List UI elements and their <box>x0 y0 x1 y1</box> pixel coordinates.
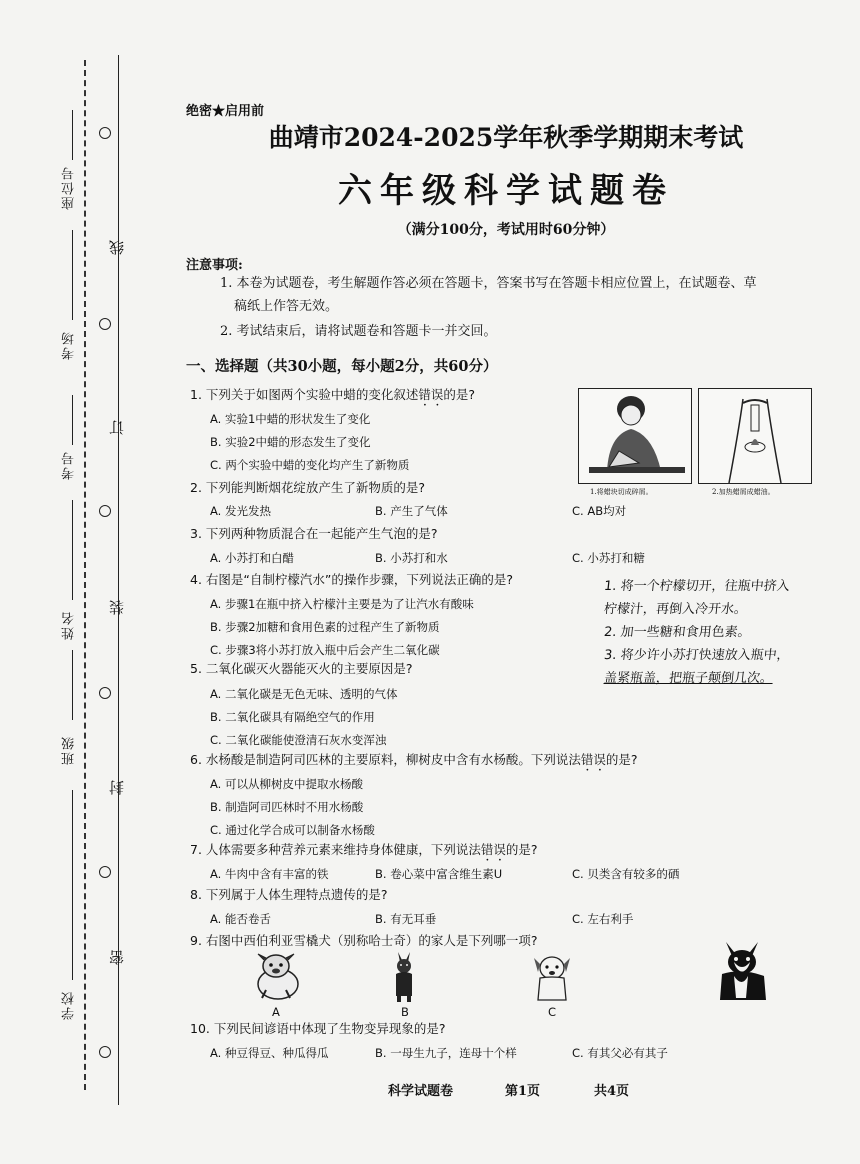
question-2-stem: 2. 下列能判断烟花绽放产生了新物质的是? <box>190 480 426 495</box>
room-line <box>72 230 73 320</box>
number-label: 考号 <box>62 450 77 480</box>
q3-option-c: C. 小苏打和糖 <box>572 551 645 565</box>
lemonade-step-2: 2. 加一些糖和食用色素。 <box>603 625 752 640</box>
dog-a-label: A <box>272 1005 280 1019</box>
q4-option-a: A. 步骤1在瓶中挤入柠檬汁主要是为了让汽水有酸味 <box>210 597 474 611</box>
q8-option-a: A. 能否卷舌 <box>210 912 271 926</box>
seat-label: 座位号 <box>62 165 77 210</box>
notice-item-2: 2. 考试结束后，请将试题卷和答题卡一并交回。 <box>220 324 497 339</box>
q7-option-b: B. 卷心菜中富含维生素U <box>375 867 503 881</box>
cut-line-dashed <box>84 60 86 1090</box>
q6-option-b: B. 制造阿司匹林时不用水杨酸 <box>210 800 364 814</box>
question-9-stem: 9. 右图中西伯利亚雪橇犬（别称哈士奇）的家人是下列哪一项? <box>190 933 538 948</box>
q5-option-a: A. 二氧化碳是无色无味、透明的气体 <box>210 687 398 701</box>
seal-char: 密 <box>108 950 126 965</box>
paper-title: 六年级科学试题卷 <box>338 171 674 211</box>
q4-option-b: B. 步骤2加糖和食用色素的过程产生了新物质 <box>210 620 440 634</box>
dog-c-puppy-image <box>528 950 576 1004</box>
seal-char: 装 <box>108 600 126 615</box>
binding-hole <box>99 505 111 517</box>
question-3-stem: 3. 下列两种物质混合在一起能产生气泡的是? <box>190 526 438 541</box>
q10-option-a: A. 种豆得豆、种瓜得瓜 <box>210 1046 329 1060</box>
binding-hole <box>99 318 111 330</box>
seal-char: 封 <box>108 780 126 795</box>
lemonade-step-1: 1. 将一个柠檬切开，往瓶中挤入 <box>603 579 791 594</box>
experiment-2-image <box>698 388 812 484</box>
lemonade-step-3-cont: 盖紧瓶盖，把瓶子颠倒几次。 <box>603 671 774 686</box>
q1-option-b: B. 实验2中蜡的形态发生了变化 <box>210 435 371 449</box>
footer-total: 共4页 <box>594 1084 630 1099</box>
dog-a-bulldog-image <box>248 950 308 1002</box>
score-info: （满分100分，考试用时60分钟） <box>397 222 615 238</box>
question-10-stem: 10. 下列民间谚语中体现了生物变异现象的是? <box>190 1021 446 1036</box>
school-line <box>72 790 73 980</box>
binding-hole <box>99 687 111 699</box>
q1-option-a: A. 实验1中蜡的形状发生了变化 <box>210 412 371 426</box>
lemonade-step-1-cont: 柠檬汁，再倒入冷开水。 <box>603 602 748 617</box>
experiment-1-caption: 1.将蜡块切成碎屑。 <box>590 488 653 496</box>
q3-option-b: B. 小苏打和水 <box>375 551 448 565</box>
q5-option-c: C. 二氧化碳能使澄清石灰水变浑浊 <box>210 733 387 747</box>
binding-hole <box>99 1046 111 1058</box>
seat-line <box>72 110 73 160</box>
notice-item-1-cont: 稿纸上作答无效。 <box>234 299 339 314</box>
notice-item-1: 1. 本卷为试题卷，考生解题作答必须在答题卡，答案书写在答题卡相应位置上，在试题卷、草 <box>220 276 757 291</box>
dog-c-label: C <box>548 1005 557 1019</box>
dog-b-doberman-image <box>388 948 420 1004</box>
q2-option-b: B. 产生了气体 <box>375 504 448 518</box>
binding-line <box>118 55 119 1105</box>
binding-hole <box>99 866 111 878</box>
seal-char: 线 <box>108 240 126 255</box>
confidential-mark: 绝密★启用前 <box>186 104 265 119</box>
q3-option-a: A. 小苏打和白醋 <box>210 551 294 565</box>
lemonade-step-3: 3. 将少许小苏打快速放入瓶中， <box>603 648 791 663</box>
footer-subject: 科学试题卷 <box>388 1084 454 1099</box>
q2-option-c: C. AB均对 <box>572 504 627 518</box>
q5-option-b: B. 二氧化碳具有隔绝空气的作用 <box>210 710 375 724</box>
question-5-stem: 5. 二氧化碳灭火器能灭火的主要原因是? <box>190 661 413 676</box>
q6-option-c: C. 通过化学合成可以制备水杨酸 <box>210 823 375 837</box>
class-label: 班级 <box>62 735 77 765</box>
q8-option-b: B. 有无耳垂 <box>375 912 437 926</box>
question-8-stem: 8. 下列属于人体生理特点遗传的是? <box>190 887 388 902</box>
school-label: 学校 <box>62 990 77 1020</box>
name-label: 姓名 <box>62 610 77 640</box>
q1-option-c: C. 两个实验中蜡的变化均产生了新物质 <box>210 458 410 472</box>
question-6-stem: 6. 水杨酸是制造阿司匹林的主要原料，柳树皮中含有水杨酸。下列说法错误的是? <box>190 752 638 767</box>
husky-image <box>714 938 770 1004</box>
q6-option-a: A. 可以从柳树皮中提取水杨酸 <box>210 777 363 791</box>
experiment-1-image <box>578 388 692 484</box>
number-line <box>72 395 73 445</box>
q10-option-b: B. 一母生九子，连母十个样 <box>375 1046 517 1060</box>
section-heading: 一、选择题（共30小题，每小题2分，共60分） <box>186 358 498 375</box>
person-cutting-wax-illustration <box>579 389 691 483</box>
seal-char: 订 <box>108 420 126 435</box>
q8-option-c: C. 左右利手 <box>572 912 634 926</box>
question-7-stem: 7. 人体需要多种营养元素来维持身体健康，下列说法错误的是? <box>190 842 538 857</box>
notice-heading: 注意事项: <box>186 258 243 273</box>
question-4-stem: 4. 右图是“自制柠檬汽水”的操作步骤，下列说法正确的是? <box>190 572 513 587</box>
binding-hole <box>99 127 111 139</box>
dog-b-label: B <box>401 1005 409 1019</box>
heating-wax-illustration <box>699 389 811 483</box>
name-line <box>72 500 73 600</box>
experiment-2-caption: 2.加热蜡屑成蜡油。 <box>712 488 775 496</box>
q4-option-c: C. 步骤3将小苏打放入瓶中后会产生二氧化碳 <box>210 643 440 657</box>
q10-option-c: C. 有其父必有其子 <box>572 1046 668 1060</box>
room-label: 考场 <box>62 330 77 360</box>
q2-option-a: A. 发光发热 <box>210 504 271 518</box>
q7-option-a: A. 牛肉中含有丰富的铁 <box>210 867 329 881</box>
exam-title: 曲靖市2024-2025学年秋季学期期末考试 <box>268 123 744 152</box>
q7-option-c: C. 贝类含有较多的硒 <box>572 867 680 881</box>
footer-page: 第1页 <box>505 1084 541 1099</box>
question-1-stem: 1. 下列关于如图两个实验中蜡的变化叙述错误的是? <box>190 387 476 402</box>
class-line <box>72 650 73 720</box>
